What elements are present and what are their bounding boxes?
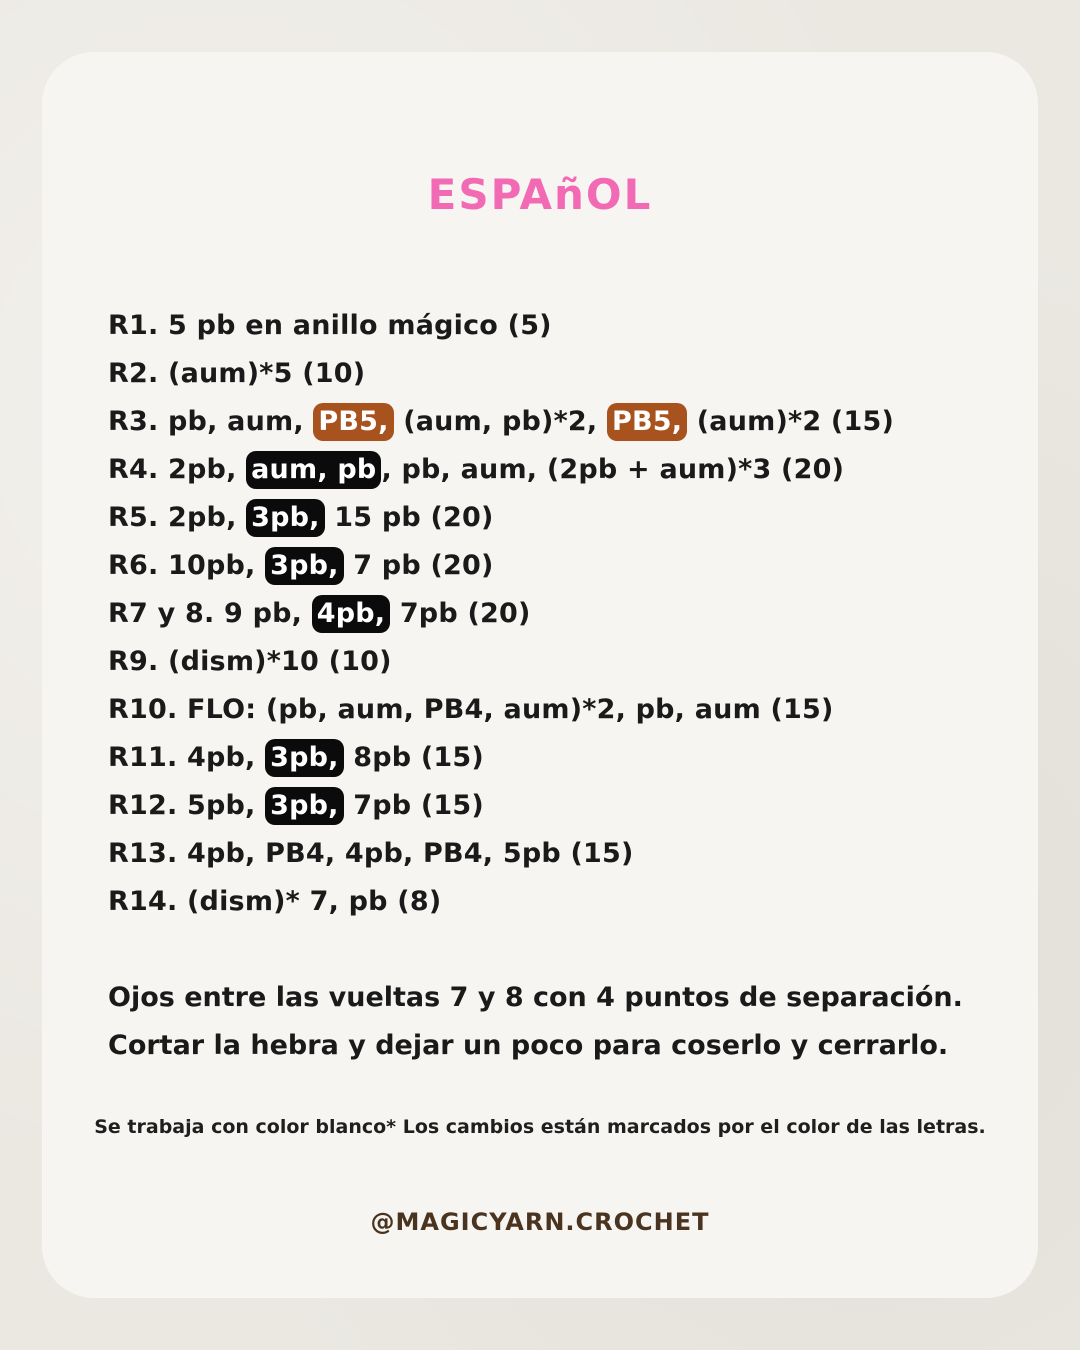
color-change-highlight: 4pb, xyxy=(312,595,391,633)
row-text: , pb, aum, (2pb + aum)*3 (20) xyxy=(381,454,845,485)
row-text: R9. (dism)*10 (10) xyxy=(108,646,392,677)
row-text: R11. 4pb, xyxy=(108,742,266,773)
pattern-row xyxy=(108,542,1008,590)
note-eyes: Ojos entre las vueltas 7 y 8 con 4 puntos de separación. xyxy=(108,982,963,1013)
row-text: 8pb (15) xyxy=(343,742,484,773)
pattern-card xyxy=(42,52,1038,1298)
row-text: R14. (dism)* 7, pb (8) xyxy=(108,886,442,917)
row-text: R5. 2pb, xyxy=(108,502,247,533)
color-change-highlight: PB5, xyxy=(607,403,687,441)
row-text: R12. 5pb, xyxy=(108,790,266,821)
pattern-row xyxy=(108,590,1008,638)
pattern-row xyxy=(108,878,1008,926)
row-text: R4. 2pb, xyxy=(108,454,247,485)
pattern-row xyxy=(108,734,1008,782)
color-change-highlight: 3pb, xyxy=(265,739,344,777)
color-change-highlight: 3pb, xyxy=(265,787,344,825)
pattern-row xyxy=(108,302,1008,350)
row-text: R1. 5 pb en anillo mágico (5) xyxy=(108,310,552,341)
pattern-rows-list xyxy=(108,302,1008,926)
row-text: R6. 10pb, xyxy=(108,550,266,581)
pattern-row xyxy=(108,494,1008,542)
row-text: R10. FLO: (pb, aum, PB4, aum)*2, pb, aum (15) xyxy=(108,694,834,725)
color-change-highlight: 3pb, xyxy=(246,499,325,537)
author-handle: @MAGICYARN.CROCHET xyxy=(370,1208,710,1236)
row-text: (aum, pb)*2, xyxy=(393,406,607,437)
footnote: Se trabaja con color blanco* Los cambios están marcados por el color de las letras. xyxy=(94,1116,986,1138)
notes-block xyxy=(108,974,1008,1070)
color-change-highlight: 3pb, xyxy=(265,547,344,585)
pattern-row xyxy=(108,830,1008,878)
pattern-row xyxy=(108,638,1008,686)
pattern-row xyxy=(108,446,1008,494)
pattern-row xyxy=(108,686,1008,734)
row-text: 7pb (20) xyxy=(390,598,531,629)
color-change-highlight: aum, pb xyxy=(246,451,381,489)
row-text: R7 y 8. 9 pb, xyxy=(108,598,312,629)
color-change-highlight: PB5, xyxy=(313,403,393,441)
note-finish: Cortar la hebra y dejar un poco para coserlo y cerrarlo. xyxy=(108,1030,949,1061)
row-text: 7pb (15) xyxy=(343,790,484,821)
pattern-row xyxy=(108,782,1008,830)
row-text: R3. pb, aum, xyxy=(108,406,314,437)
pattern-row xyxy=(108,398,1008,446)
row-text: 15 pb (20) xyxy=(324,502,494,533)
pattern-row xyxy=(108,350,1008,398)
row-text: (aum)*2 (15) xyxy=(687,406,894,437)
page-title: ESPAñOL xyxy=(427,170,653,219)
row-text: R2. (aum)*5 (10) xyxy=(108,358,366,389)
row-text: 7 pb (20) xyxy=(343,550,494,581)
row-text: R13. 4pb, PB4, 4pb, PB4, 5pb (15) xyxy=(108,838,634,869)
